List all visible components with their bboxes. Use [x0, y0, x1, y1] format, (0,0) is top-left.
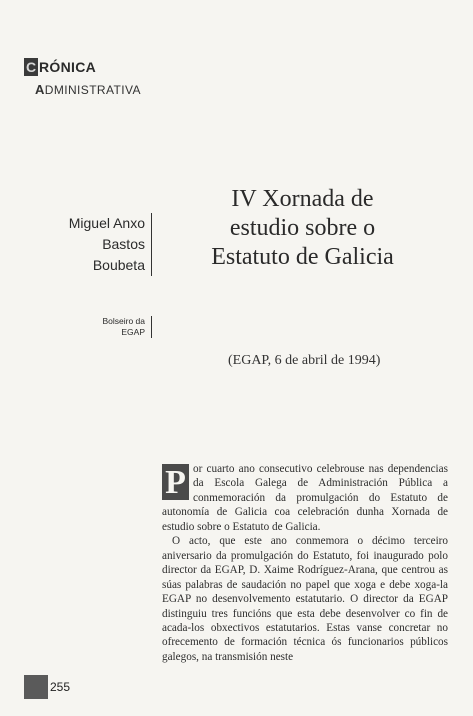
- author-line-2: Bastos: [102, 236, 145, 252]
- author-name: [69, 213, 152, 276]
- paragraph-1-text: or cuarto ano consecutivo celebrouse nas dependencias da Escola Galega de Administración Pública a conmemoración da promulgación do Estatuto de autonomía de Galicia coa celebración dunha Xornada de estudio sobre o Estatuto de Galicia.: [162, 463, 448, 533]
- author-line-3: Boubeta: [92, 257, 145, 273]
- section-title-line1: [24, 58, 141, 76]
- section-title-rest: RÓNICA: [39, 59, 97, 75]
- dateline: (EGAP, 6 de abril de 1994): [228, 353, 381, 368]
- article-title: [170, 185, 435, 272]
- affiliation-line-2: EGAP: [121, 327, 145, 337]
- page-number: 255: [50, 680, 71, 694]
- page-marker-square: [24, 675, 48, 699]
- paragraph-2: O acto, que este ano conmemora o décimo terceiro aniversario da promulgación do Estatuto, foi inaugurado polo director da EGAP, D. Xaime Rodríguez-Arana, que centrou as súas palabras de saudación no papel que xoga e debe xoga-la EGAP no desenvolvemento estatutario. O director da EGAP distinguiu tres funcións que esta debe desenvolver co fin de acada-los obxectivos estatutarios. Estas vanse concretar no ofrecemento de formación técnica ós funcionarios públicos galegos, na transmisión neste: [162, 535, 448, 663]
- section-subtitle: [24, 82, 141, 97]
- drop-cap: P: [162, 464, 189, 500]
- section-subtitle-initial: A: [35, 82, 45, 97]
- section-header: [24, 58, 141, 97]
- section-initial-block: C: [25, 59, 37, 75]
- author-line-1: Miguel Anxo: [68, 215, 145, 231]
- page-footer: [24, 675, 70, 699]
- author-affiliation: [102, 316, 152, 338]
- paragraph-1: [162, 462, 448, 534]
- title-line-3: Estatuto de Galicia: [211, 244, 394, 270]
- section-subtitle-rest: DMINISTRATIVA: [44, 83, 141, 97]
- title-line-2: estudio sobre o: [229, 215, 376, 241]
- title-line-1: IV Xornada de: [231, 186, 374, 212]
- article-body: [162, 462, 448, 664]
- affiliation-line-1: Bolseiro da: [102, 316, 145, 326]
